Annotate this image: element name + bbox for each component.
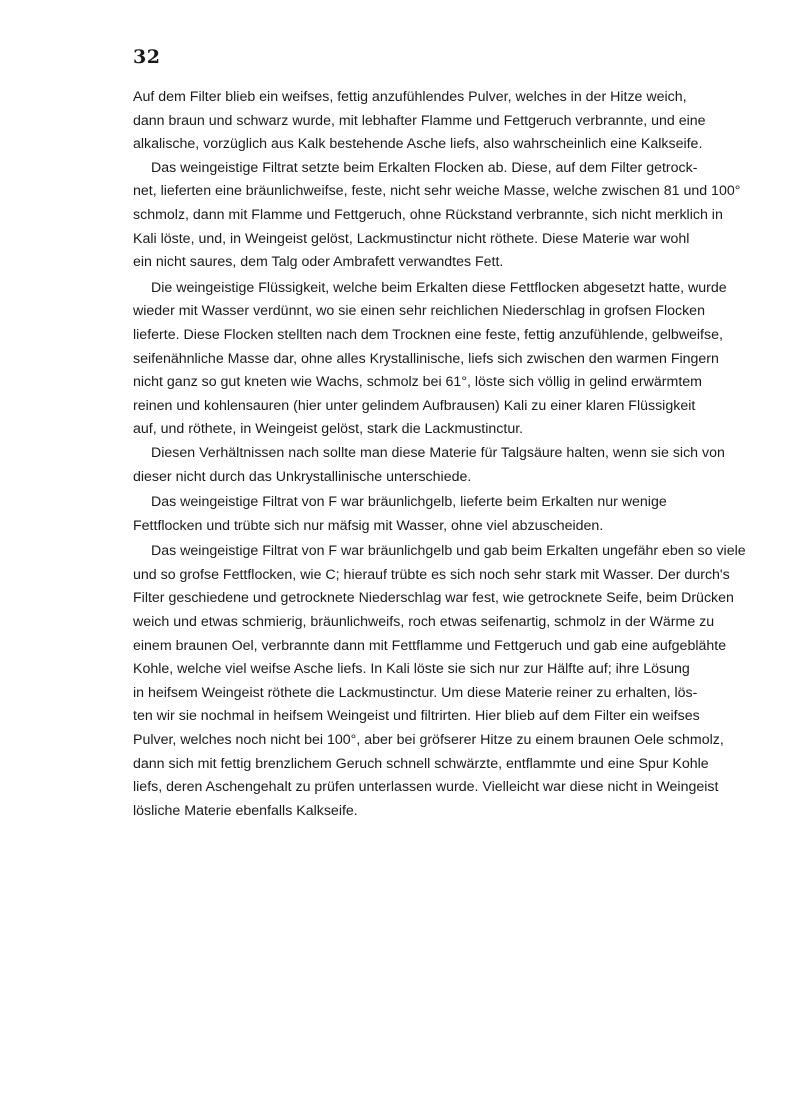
text-line: Diesen Verhältnissen nach sollte man diese Materie für Talgsäure halten, wenn sie sich von	[151, 444, 725, 461]
text-line: liefs, deren Aschengehalt zu prüfen unterlassen wurde. Vielleicht war diese nicht in Weingeist	[133, 779, 719, 796]
text-line: und so grofse Fettflocken, wie C; hierauf trübte es sich noch sehr stark mit Wasser. Der durch's	[133, 566, 730, 583]
text-line: einem braunen Oel, verbrannte dann mit Fettflamme und Fettgeruch und gab eine aufgeblähte	[133, 637, 727, 654]
text-line: Auf dem Filter blieb ein weifses, fettig anzufühlendes Pulver, welches in der Hitze weich,	[133, 89, 687, 105]
text-line: schmolz, dann mit Flamme und Fettgeruch, ohne Rückstand verbrannte, sich nicht merklich in	[133, 206, 723, 223]
body-text	[133, 86, 746, 823]
text-line: seifenähnliche Masse dar, ohne alles Krystallinische, liefs sich zwischen den warmen Fingern	[133, 350, 719, 367]
text-line: Das weingeistige Filtrat von F war bräunlichgelb, lieferte beim Erkalten nur wenige	[151, 494, 667, 511]
text-line: Filter geschiedene und getrocknete Niederschlag war fest, wie getrocknete Seife, beim Drücken	[133, 590, 734, 607]
page-number: 32	[133, 46, 161, 68]
text-line: ten wir sie nochmal in heifsem Weingeist und filtrirten. Hier blieb auf dem Filter ein weifses	[133, 708, 700, 725]
text-line: lösliche Materie ebenfalls Kalkseife.	[133, 802, 358, 819]
text-line: Die weingeistige Flüssigkeit, welche beim Erkalten diese Fettflocken abgesetzt hatte, wurde	[151, 279, 727, 296]
paragraph	[133, 157, 741, 275]
text-line: Pulver, welches noch nicht bei 100°, aber bei gröfserer Hitze zu einem braunen Oele schmolz,	[133, 732, 724, 749]
text-line: nicht ganz so gut kneten wie Wachs, schmolz bei 61°, löste sich völlig in gelind erwärmtem	[133, 374, 702, 391]
paragraph	[133, 442, 725, 489]
text-line: wieder mit Wasser verdünnt, wo sie einen sehr reichlichen Niederschlag in grofsen Flocken	[133, 303, 705, 320]
text-line: dann sich mit fettig brenzlichem Geruch schnell schwärzte, entflammte und eine Spur Kohle	[133, 755, 709, 772]
text-line: Das weingeistige Filtrat setzte beim Erkalten Flocken ab. Diese, auf dem Filter getrock-	[151, 159, 698, 176]
paragraph	[133, 277, 727, 442]
text-line: lieferte. Diese Flocken stellten nach dem Trocknen eine feste, fettig anzufühlende, gelbweifse,	[133, 326, 723, 343]
paragraph	[133, 491, 667, 538]
text-line: ein nicht saures, dem Talg oder Ambrafett verwandtes Fett.	[133, 254, 504, 271]
paragraph	[133, 540, 746, 823]
text-line: dieser nicht durch das Unkrystallinische unterschiede.	[133, 468, 472, 485]
text-line: reinen und kohlensauren (hier unter gelindem Aufbrausen) Kali zu einer klaren Flüssigkeit	[133, 397, 696, 414]
text-line: net, lieferten eine bräunlichweifse, feste, nicht sehr weiche Masse, welche zwischen 81 und 100°	[133, 183, 741, 200]
text-line: Kohle, welche viel weifse Asche liefs. In Kali löste sie sich nur zur Hälfte auf; ihre Lösung	[133, 661, 690, 678]
text-line: Kali löste, und, in Weingeist gelöst, Lackmustinctur nicht röthete. Diese Materie war wohl	[133, 230, 690, 247]
text-line: weich und etwas schmierig, bräunlichweifs, roch etwas seifenartig, schmolz in der Wärme zu	[133, 614, 715, 631]
text-line: Das weingeistige Filtrat von F war bräunlichgelb und gab beim Erkalten ungefähr eben so viele	[151, 543, 746, 560]
text-line: dann braun und schwarz wurde, mit lebhafter Flamme und Fettgeruch verbrannte, und eine	[133, 112, 706, 129]
text-line: alkalische, vorzüglich aus Kalk bestehende Asche liefs, also wahrscheinlich eine Kalkseife.	[133, 136, 703, 153]
paragraph	[133, 86, 706, 157]
text-line: auf, und röthete, in Weingeist gelöst, stark die Lackmustinctur.	[133, 421, 524, 438]
text-line: in heifsem Weingeist röthete die Lackmustinctur. Um diese Materie reiner zu erhalten, lös-	[133, 684, 698, 701]
text-line: Fettflocken und trübte sich nur mäfsig mit Wasser, ohne viel abzuscheiden.	[133, 517, 604, 534]
